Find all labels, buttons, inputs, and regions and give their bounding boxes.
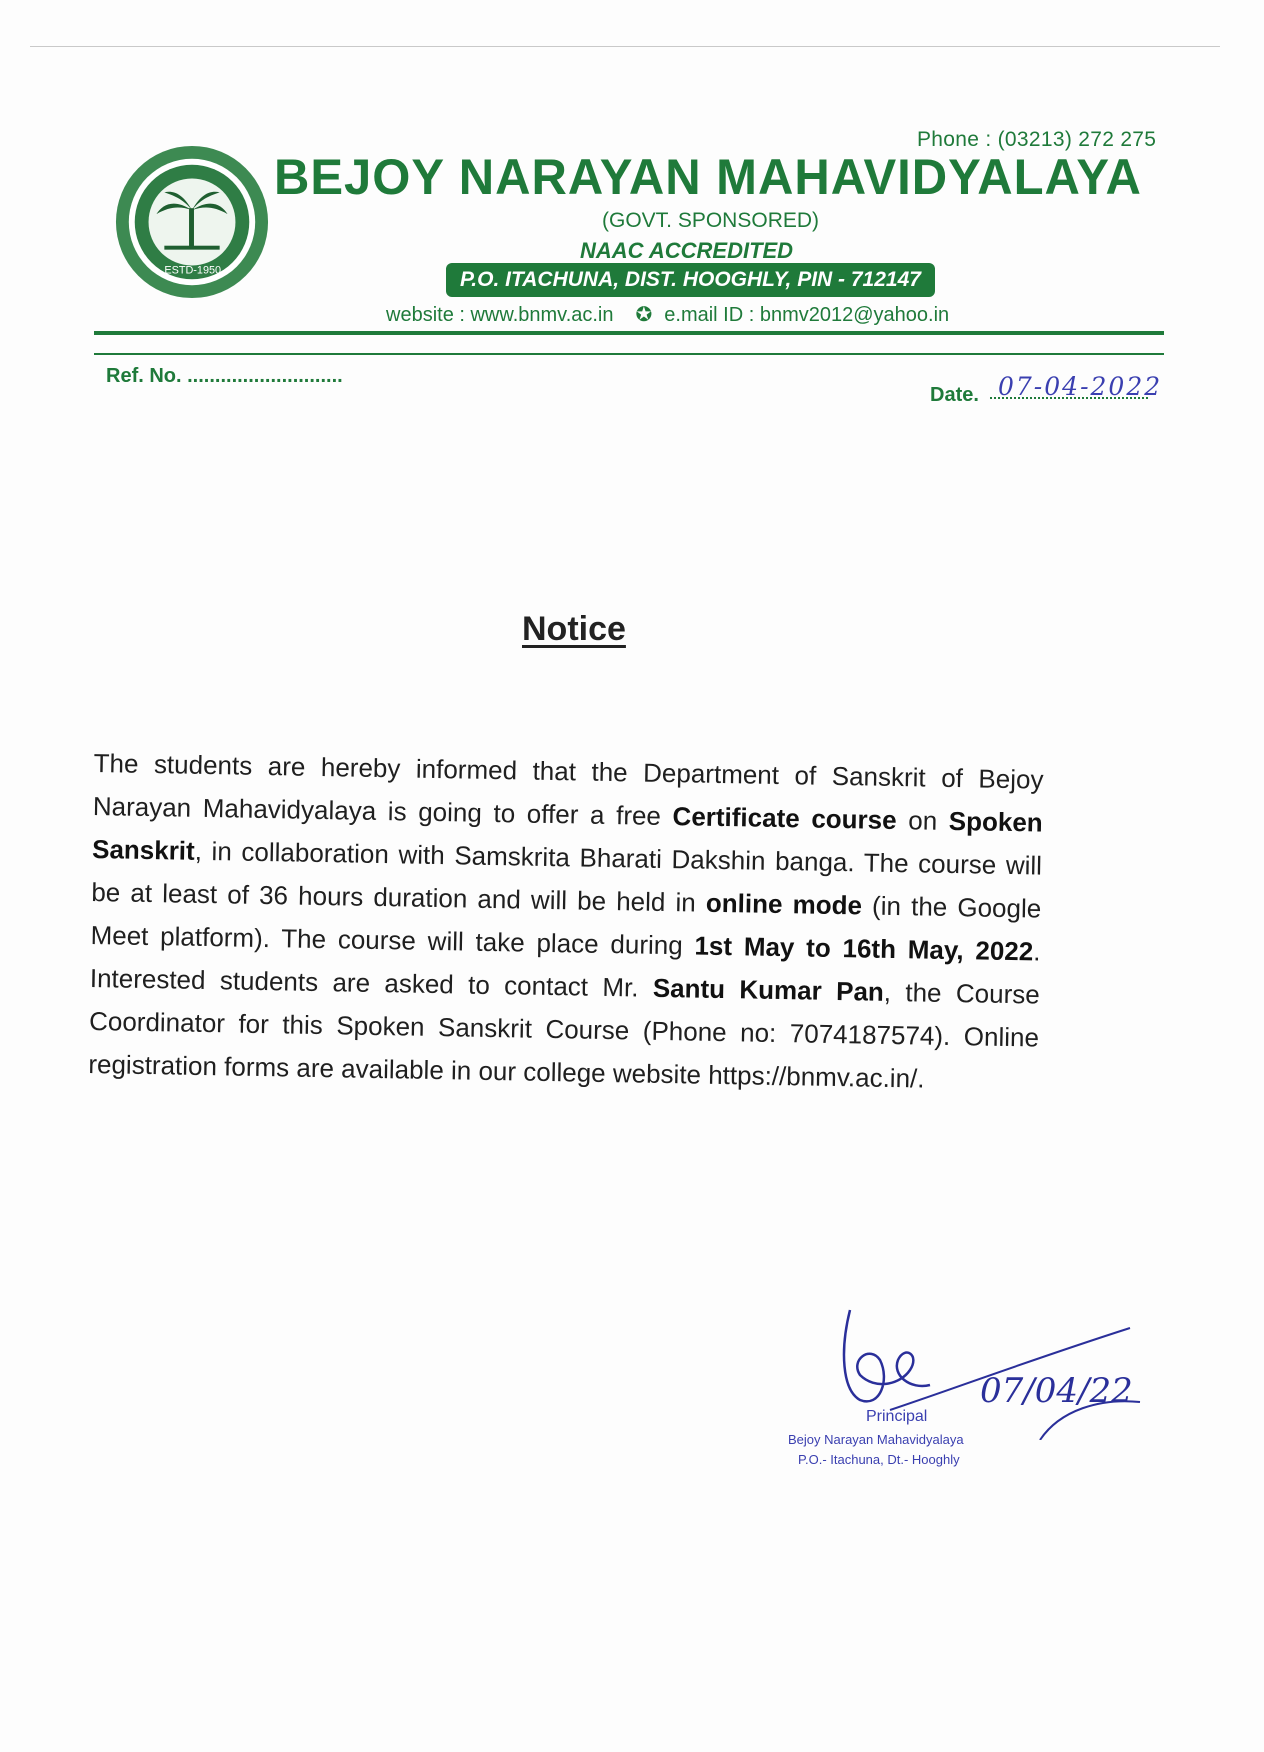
body-text-2: on xyxy=(896,805,950,836)
college-name: BEJOY NARAYAN MAHAVIDYALAYA xyxy=(274,149,1142,205)
phone-number: Phone : (03213) 272 275 xyxy=(917,128,1157,151)
bold-online-mode: online mode xyxy=(705,887,863,921)
bold-coordinator-name: Santu Kumar Pan xyxy=(652,972,885,1007)
naac-accredited-label: NAAC ACCREDITED xyxy=(580,238,794,263)
body-text-3: , in collaboration with Samskrita Bharati Dakshin banga. The course will be at least of 36 hours duration and will be held in xyxy=(91,835,1043,918)
header-rule-thin xyxy=(94,353,1164,355)
notice-body xyxy=(88,742,1044,1103)
bold-certificate-course: Certificate course xyxy=(672,801,897,836)
govt-sponsored-label: (GOVT. SPONSORED) xyxy=(602,209,820,232)
signature-date: 07/04/22 xyxy=(980,1371,1133,1411)
bold-spoken-sanskrit: Spoken Sanskrit xyxy=(91,805,1044,866)
email-text: e.mail ID : bnmv2012@yahoo.in xyxy=(664,304,950,326)
body-text-4: (in the Google Meet platform). The course will take place during xyxy=(90,890,1042,961)
postal-address: P.O. ITACHUNA, DIST. HOOGHLY, PIN - 712147 xyxy=(446,263,935,297)
notice-title: Notice xyxy=(522,610,626,648)
date-dotted-line xyxy=(990,397,1148,399)
principal-title: Principal xyxy=(866,1408,928,1425)
website-text: website : www.bnmv.ac.in xyxy=(386,304,614,326)
contact-line xyxy=(386,302,949,327)
handwritten-date: 07-04-2022 xyxy=(998,372,1163,401)
date-label: Date. xyxy=(930,384,979,406)
college-seal-icon xyxy=(113,143,271,301)
body-text-5: . Interested students are asked to contact Mr. xyxy=(89,936,1041,1003)
seal-college-name: Bejoy Narayan Mahavidyalaya xyxy=(788,1432,964,1447)
header-rule-thick xyxy=(94,331,1164,335)
reference-number: Ref. No. ............................ xyxy=(106,365,343,387)
star-icon: ✪ xyxy=(635,304,653,326)
page-edge-line xyxy=(30,46,1220,47)
seal-estd: ESTD-1950 xyxy=(164,264,222,277)
body-text-1: The students are hereby informed that the Department of Sanskrit of Bejoy Narayan Mahavidyalaya is going to offer a free xyxy=(92,747,1044,832)
seal-address: P.O.- Itachuna, Dt.- Hooghly xyxy=(798,1452,960,1467)
body-text-6: , the Course Coordinator for this Spoken Sanskrit Course (Phone no: 7074187574). Online registration forms are available in our college website https://bnmv.ac.in/. xyxy=(88,976,1040,1094)
bold-course-dates: 1st May to 16th May, 2022 xyxy=(694,930,1034,967)
